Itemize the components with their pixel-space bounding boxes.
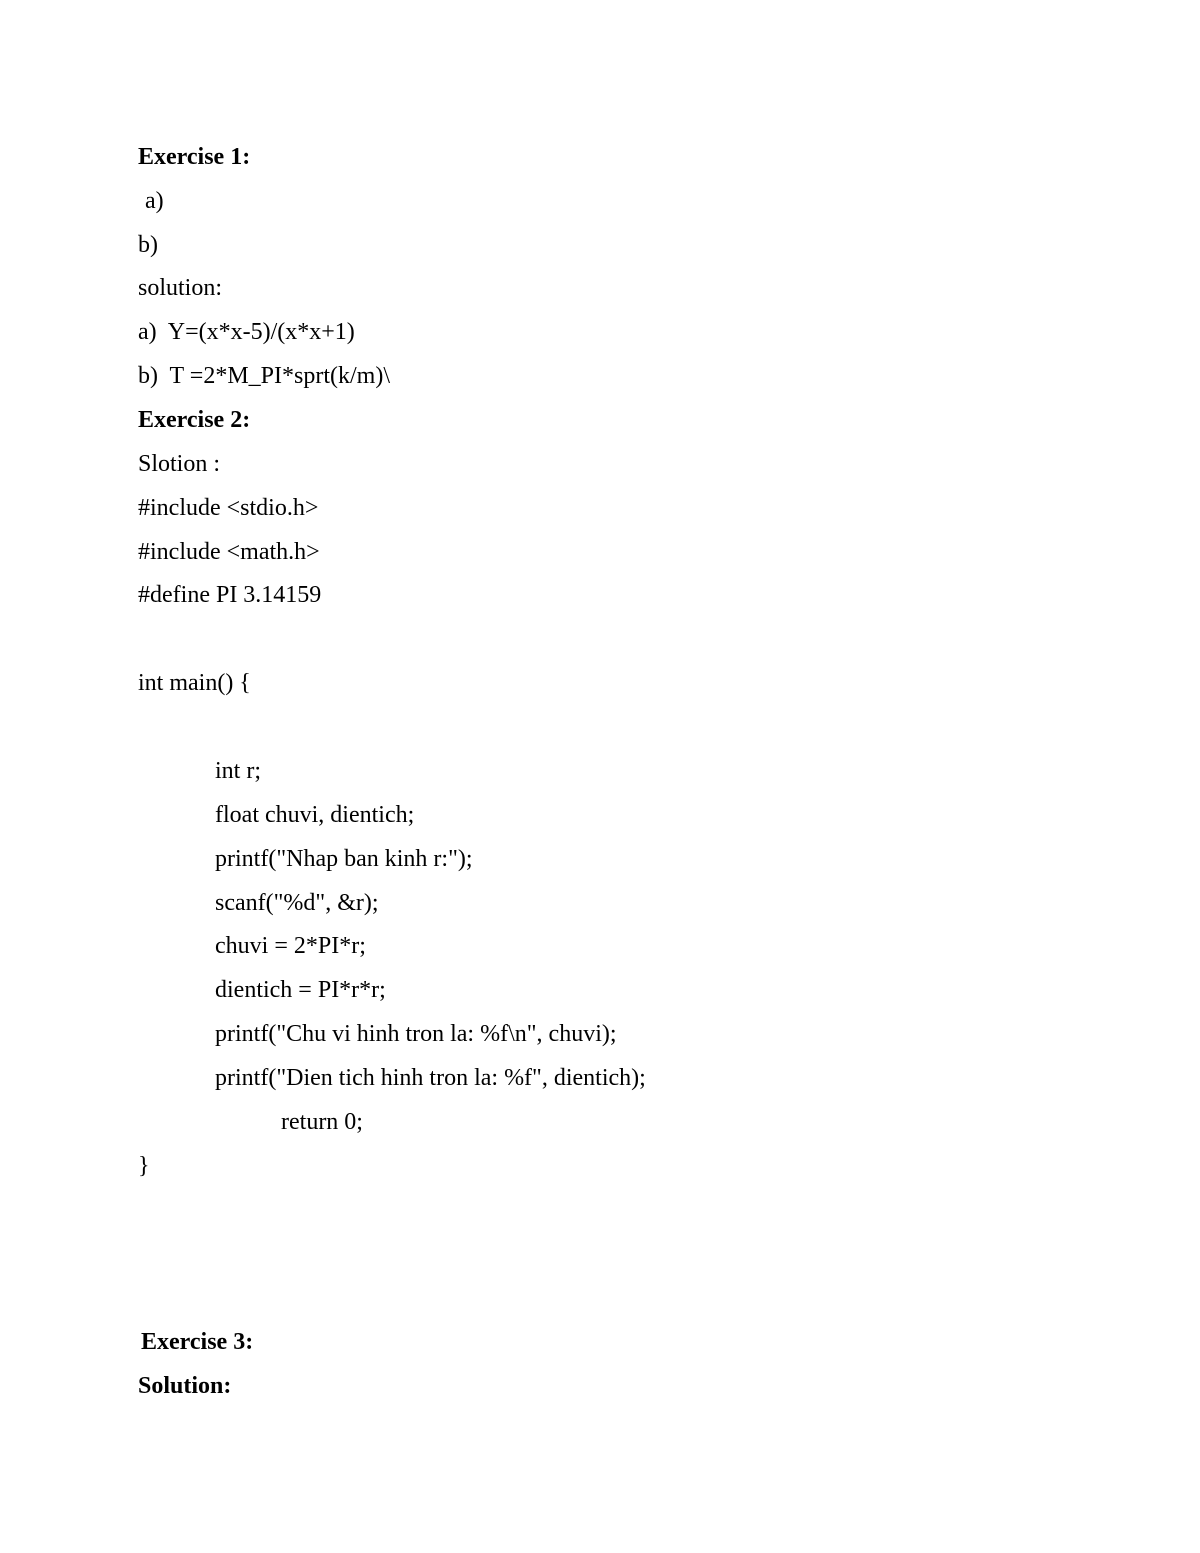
exercise1-part-b: b) (138, 232, 158, 258)
exercise2-heading: Exercise 2: (138, 407, 251, 433)
code-define-pi: #define PI 3.14159 (138, 582, 322, 608)
code-include-stdio: #include <stdio.h> (138, 495, 319, 521)
exercise1-part-a: a) (145, 188, 164, 214)
code-decl-floats: float chuvi, dientich; (215, 802, 415, 828)
exercise1-answer-b: b) T =2*M_PI*sprt(k/m)\ (138, 363, 390, 389)
code-main-open: int main() { (138, 670, 251, 696)
exercise3-solution-label: Solution: (138, 1373, 232, 1399)
code-return: return 0; (281, 1109, 363, 1135)
exercise2-solution-label: Slotion : (138, 451, 221, 477)
exercise1-heading: Exercise 1: (138, 144, 251, 170)
code-printf-dientich: printf("Dien tich hinh tron la: %f", dientich); (215, 1065, 646, 1091)
code-scanf-r: scanf("%d", &r); (215, 890, 379, 916)
code-printf-prompt: printf("Nhap ban kinh r:"); (215, 846, 473, 872)
code-main-close: } (138, 1153, 150, 1179)
code-calc-chuvi: chuvi = 2*PI*r; (215, 933, 366, 959)
code-printf-chuvi: printf("Chu vi hinh tron la: %f\n", chuvi); (215, 1021, 617, 1047)
exercise1-solution-label: solution: (138, 275, 223, 301)
exercise1-answer-a: a) Y=(x*x-5)/(x*x+1) (138, 319, 355, 345)
code-include-math: #include <math.h> (138, 539, 320, 565)
code-decl-r: int r; (215, 758, 261, 784)
code-calc-dientich: dientich = PI*r*r; (215, 977, 386, 1003)
exercise3-heading: Exercise 3: (141, 1329, 254, 1355)
